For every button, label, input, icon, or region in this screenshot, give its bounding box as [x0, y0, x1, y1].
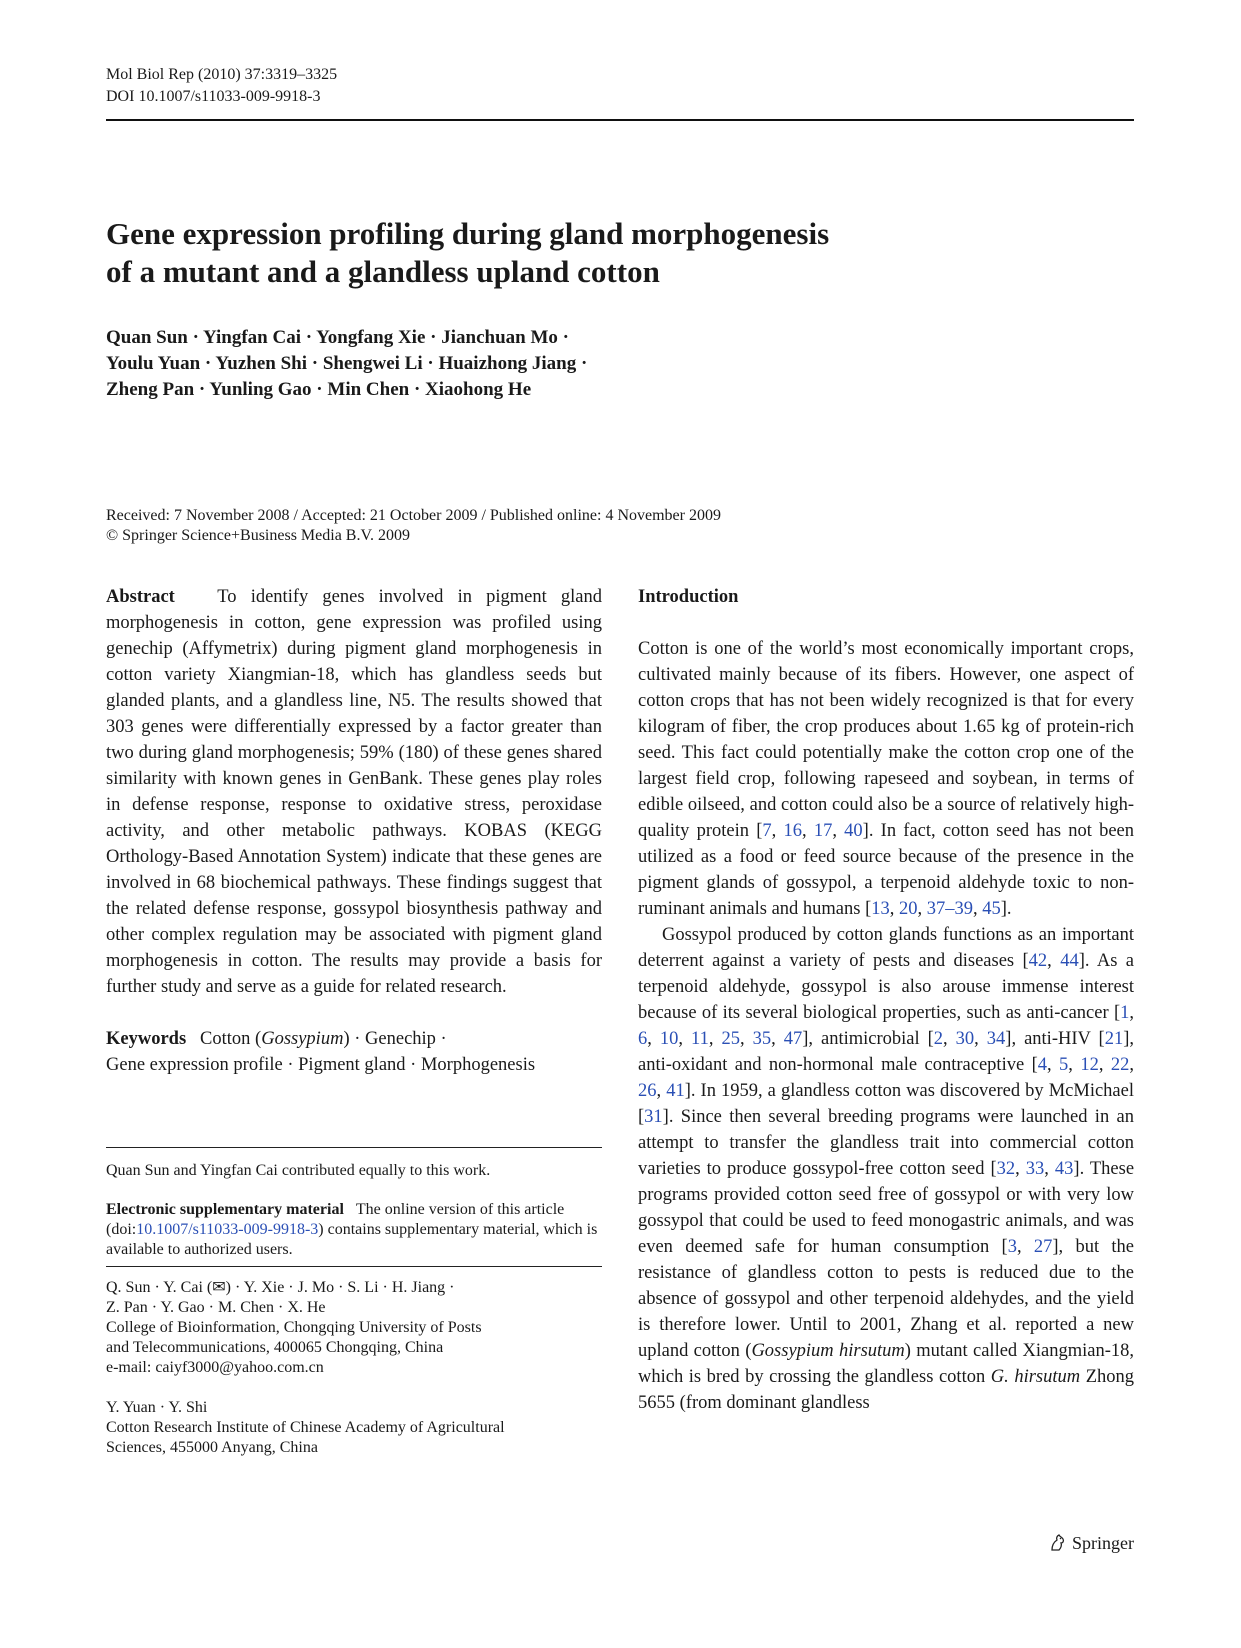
text: ]. As a terpenoid aldehyde, gossypol is also arouse immense interest because of its several biological properties, such as anti-cancer [: [638, 951, 1134, 1023]
keyword-1-italic: Gossypium: [261, 1029, 344, 1049]
ref-link[interactable]: 17: [813, 821, 833, 841]
affiliation-1: [106, 1278, 602, 1378]
article-dates: [106, 506, 1006, 546]
article-title: [106, 215, 1006, 291]
abstract-heading: Abstract: [106, 587, 175, 607]
ref-link[interactable]: 10: [659, 1029, 679, 1049]
ref-link[interactable]: 33: [1025, 1159, 1045, 1179]
authors-line-3: Zheng Pan · Yunling Gao · Min Chen · Xiaohong He: [106, 379, 532, 400]
ref-link[interactable]: 1: [1120, 1003, 1130, 1023]
text: ]. Since then several breeding programs were launched in an attempt to transfer the glandless trait into commercial cotton varieties to produce gossypol-free cotton seed [: [638, 1107, 1134, 1179]
equal-contribution-note: Quan Sun and Yingfan Cai contributed equally to this work.: [106, 1162, 491, 1179]
keyword-sep: ·: [405, 1055, 421, 1075]
history-dates: Received: 7 November 2008 / Accepted: 21 October 2009 / Published online: 4 November 2009: [106, 507, 721, 524]
ref-link[interactable]: 3: [1007, 1237, 1017, 1257]
footnote-rule: [106, 1147, 602, 1148]
affiliation-2: [106, 1398, 602, 1458]
intro-paragraph-1: Cotton is one of the world’s most economically important crops, cultivated mainly because of its fibers. However, one aspect of cotton crops that has not been widely recognized is that for every kilogram of fiber, the crop produces about 1.65 kg of protein-rich seed. This fact could potentially make the cotton crop one of the largest field crop, following rapeseed and soybean, in terms of edible oilseed, and cotton could also be a source of relatively high-quality protein [7, 16, 17, 40]. In fact, cotton seed has not been utilized as a food or feed source because of the presence in the pigment glands of gossypol, a terpenoid aldehyde toxic to non-ruminant animals and humans [13, 20, 37–39, 45].: [638, 639, 1135, 919]
text: ], anti-oxidant and non-hormonal male contraceptive [: [638, 1029, 1134, 1075]
ref-link[interactable]: 31: [644, 1107, 663, 1127]
copyright: © Springer Science+Business Media B.V. 2009: [106, 527, 410, 544]
footnote-esm: [106, 1200, 602, 1260]
aff1-names: Q. Sun · Y. Cai (✉) · Y. Xie · J. Mo · S. Li · H. Jiang ·: [106, 1279, 455, 1296]
text: ], anti-HIV [: [1005, 1029, 1105, 1049]
text: Gossypol produced by cotton glands functions as an important deterrent against a variety of pests and diseases [: [638, 925, 1134, 971]
ref-link[interactable]: 16: [783, 821, 802, 841]
keyword-2: Genechip: [365, 1029, 436, 1049]
keyword-3: Gene expression profile: [106, 1055, 283, 1075]
ref-link[interactable]: 13: [871, 899, 890, 919]
text: ], antimicrobial [: [802, 1029, 934, 1049]
intro-paragraph-2: Gossypol produced by cotton glands functions as an important deterrent against a variety of pests and diseases [42, 44]. As a terpenoid aldehyde, gossypol is also arouse immense interest because of its several biological properties, such as anti-cancer [1, 6, 10, 11, 25, 35, 47], antimicrobial [2, 30, 34], anti-HIV [21], anti-oxidant and non-hormonal male contraceptive [4, 5, 12, 22, 26, 41]. In 1959, a glandless cotton was discovered by McMichael [31]. Since then several breeding programs were launched in an attempt to transfer the glandless trait into commercial cotton varieties to produce gossypol-free cotton seed [32, 33, 43]. These programs provided cotton seed free of gossypol or with very low gossypol that could be used to feed monogastric animals, and was even deemed safe for human consumption [3, 27], but the resistance of glandless cotton to pests is reduced due to the absence of gossypol and other terpenoid aldehydes, and the yield is therefore lower. Until to 2001, Zhang et al. reported a new upland cotton (Gossypium hirsutum) mutant called Xiangmian-18, which is bred by crossing the glandless cotton G. hirsutum Zhong 5655 (from dominant glandless: [638, 925, 1135, 1413]
ref-link[interactable]: 37–39: [926, 899, 974, 919]
publisher-name: Springer: [1072, 1533, 1134, 1553]
esm-doi-link[interactable]: 10.1007/s11033-009-9918-3: [136, 1221, 319, 1238]
authors-line-2: Youlu Yuan · Yuzhen Shi · Shengwei Li · Huaizhong Jiang ·: [106, 353, 588, 374]
footnote-rule-2: [106, 1266, 602, 1267]
left-column: [106, 584, 602, 1078]
ref-link[interactable]: 42: [1028, 951, 1048, 971]
keyword-1-end: ): [343, 1029, 350, 1049]
ref-link[interactable]: 41: [666, 1081, 685, 1101]
aff2-institution-2: Sciences, 455000 Anyang, China: [106, 1439, 318, 1456]
text: ].: [1000, 899, 1012, 919]
text: ]. In 1959, a glandless cotton was discovered by McMichael [: [638, 1081, 1134, 1127]
text: ) mutant called Xiangmian-18, which is bred by crossing the glandless cotton: [638, 1341, 1134, 1387]
ref-link[interactable]: 44: [1060, 951, 1079, 971]
ref-link[interactable]: 25: [721, 1029, 740, 1049]
aff2-institution: Cotton Research Institute of Chinese Academy of Agricultural: [106, 1419, 505, 1436]
keyword-sep: ·: [349, 1029, 366, 1049]
esm-heading: Electronic supplementary material: [106, 1201, 344, 1218]
ref-link[interactable]: 12: [1080, 1055, 1099, 1075]
aff1-names-2: Z. Pan · Y. Gao · M. Chen · X. He: [106, 1299, 326, 1316]
italic-species: G. hirsutum: [990, 1367, 1081, 1387]
ref-link[interactable]: 40: [844, 821, 863, 841]
keyword-sep: ·: [282, 1055, 299, 1075]
aff2-names: Y. Yuan · Y. Shi: [106, 1399, 208, 1416]
abstract-text: To identify genes involved in pigment gland morphogenesis in cotton, gene expression was profiled using genechip (Affymetrix) during pigment gland morphogenesis in cotton variety Xiangmian-18, which has glandless seeds but glanded plants, and a glandless line, N5. The results showed that 303 genes were differentially expressed by a factor greater than two during gland morphogenesis; 59% (180) of these genes shared similarity with known genes in GenBank. These genes play roles in defense response, response to oxidative stress, peroxidase activity, and other metabolic pathways. KOBAS (KEGG Orthology-Based Annotation System) indicate that these genes are involved in 68 biochemical pathways. These findings suggest that the related defense response, gossypol biosynthesis pathway and other complex regulation may be associated with pigment gland morphogenesis in cotton. The results may provide a basis for further study and serve as a guide for related research.: [106, 587, 602, 997]
ref-link[interactable]: 34: [986, 1029, 1006, 1049]
ref-link[interactable]: 35: [752, 1029, 772, 1049]
text: ]. In fact, cotton seed has not been utilized as a food or feed source because of the presence in the pigment glands of gossypol, a terpenoid aldehyde toxic to non-ruminant animals and humans [: [638, 821, 1135, 919]
esm-text-2: ) contains supplementary material, which is available to authorized users.: [106, 1221, 598, 1258]
keyword-4: Pigment gland: [298, 1055, 406, 1075]
ref-link[interactable]: 5: [1059, 1055, 1069, 1075]
title-line-2: of a mutant and a glandless upland cotton: [106, 254, 660, 289]
text: ]. These programs provided cotton seed free of gossypol or with very low gossypol that could be used to feed monogastric animals, and was even deemed safe for human consumption [: [638, 1159, 1135, 1257]
text: ], but the resistance of glandless cotton to pests is reduced due to the absence of gossypol and other terpenoid aldehydes, and the yield is therefore lower. Until to 2001, Zhang et al. reported a new upland cotton (: [638, 1237, 1134, 1361]
journal-doi: DOI 10.1007/s11033-009-9918-3: [106, 88, 321, 105]
ref-link[interactable]: 2: [933, 1029, 944, 1049]
keyword-sep: ·: [435, 1029, 447, 1049]
footnote-equal: [106, 1161, 602, 1181]
ref-link[interactable]: 6: [638, 1029, 648, 1049]
journal-header: [106, 64, 337, 108]
springer-horse-icon: [1048, 1533, 1068, 1553]
ref-link[interactable]: 43: [1054, 1159, 1074, 1179]
text: Cotton is one of the world’s most economically important crops, cultivated mainly because of its fibers. However, one aspect of cotton crops that has not been widely recognized is that for every kilogram of fiber, the crop produces about 1.65 kg of protein-rich seed. This fact could potentially make the cotton crop one of the largest field crop, following rapeseed and soybean, in terms of edible oilseed, and cotton could also be a source of relatively high-quality protein [: [638, 639, 1134, 841]
aff1-email[interactable]: e-mail: caiyf3000@yahoo.com.cn: [106, 1359, 324, 1376]
author-list: [106, 325, 906, 403]
keywords: [106, 1026, 602, 1078]
abstract: [106, 584, 602, 1000]
aff1-institution: College of Bioinformation, Chongqing University of Posts: [106, 1319, 482, 1336]
keyword-1: Cotton (: [200, 1029, 262, 1049]
authors-line-1: Quan Sun · Yingfan Cai · Yongfang Xie · Jianchuan Mo ·: [106, 327, 569, 348]
journal-citation: Mol Biol Rep (2010) 37:3319–3325: [106, 66, 338, 83]
text: Zhong 5655 (from dominant glandless: [638, 1367, 1134, 1413]
keywords-heading: Keywords: [106, 1029, 187, 1049]
ref-link[interactable]: 32: [996, 1159, 1016, 1179]
right-column: [638, 584, 1134, 1416]
ref-link[interactable]: 47: [783, 1029, 803, 1049]
publisher-logo: [1048, 1532, 1134, 1554]
ref-link[interactable]: 7: [762, 821, 772, 841]
title-line-1: Gene expression profiling during gland morphogenesis: [106, 216, 830, 251]
ref-link[interactable]: 26: [638, 1081, 657, 1101]
aff1-institution-2: and Telecommunications, 400065 Chongqing, China: [106, 1339, 444, 1356]
ref-link[interactable]: 45: [982, 899, 1001, 919]
esm-text-1: The online version of this article (doi:: [106, 1201, 565, 1238]
ref-link[interactable]: 27: [1033, 1237, 1053, 1257]
ref-link[interactable]: 30: [955, 1029, 975, 1049]
header-rule: [106, 119, 1134, 121]
ref-link[interactable]: 11: [691, 1029, 709, 1049]
ref-link[interactable]: 4: [1037, 1055, 1047, 1075]
ref-link[interactable]: 20: [899, 899, 918, 919]
introduction-heading: Introduction: [638, 587, 739, 607]
keyword-5: Morphogenesis: [420, 1055, 536, 1075]
italic-species: Gossypium hirsutum: [751, 1341, 905, 1361]
ref-link[interactable]: 21: [1104, 1029, 1124, 1049]
ref-link[interactable]: 22: [1110, 1055, 1130, 1075]
